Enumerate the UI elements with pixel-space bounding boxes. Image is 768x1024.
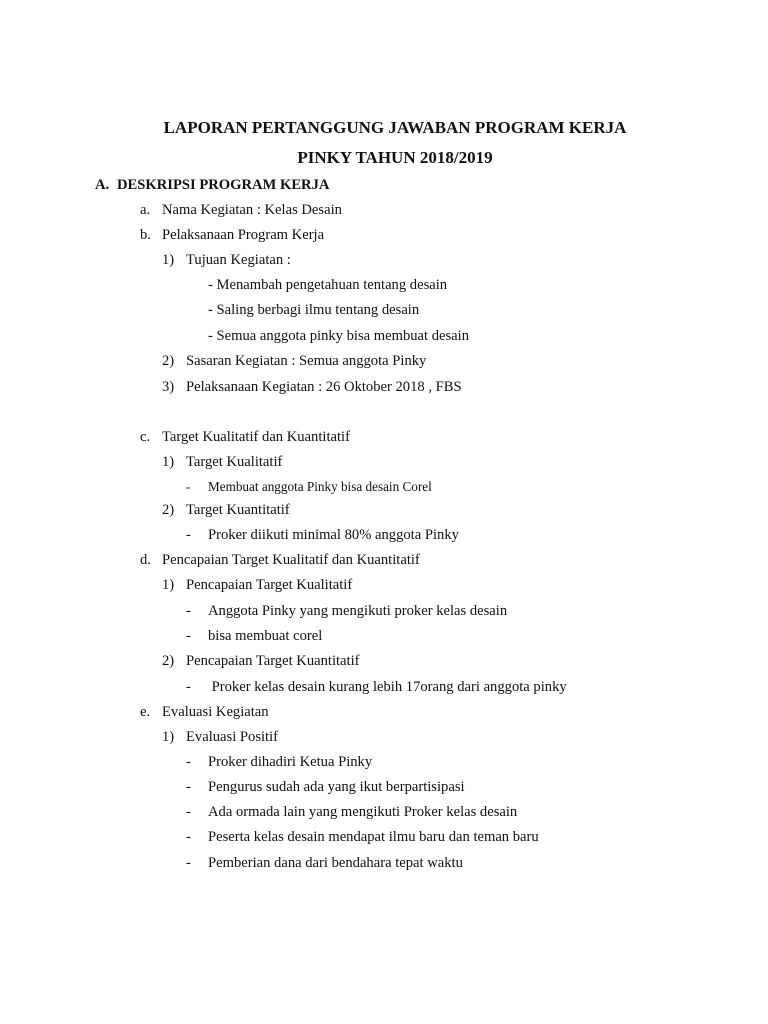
item-b-sub1-marker: 1) [162, 252, 175, 268]
item-c-sub1-text: Target Kualitatif [186, 454, 283, 470]
item-c-text: Target Kualitatif dan Kuantitatif [162, 429, 350, 445]
item-a-marker: a. [140, 202, 151, 218]
bullet-dash: - [186, 779, 191, 795]
item-b-text: Pelaksanaan Program Kerja [162, 227, 325, 243]
item-e-sub1-bullet: Peserta kelas desain mendapat ilmu baru dan teman baru [208, 829, 539, 845]
item-e-sub1-bullet: Pengurus sudah ada yang ikut berpartisipasi [208, 779, 465, 795]
item-d-sub2-text: Pencapaian Target Kuantitatif [186, 653, 360, 669]
item-b-sub2-marker: 2) [162, 353, 175, 369]
bullet-dash: - [186, 628, 191, 644]
item-d-sub2-bullet: Proker kelas desain kurang lebih 17orang dari anggota pinky [208, 679, 567, 695]
item-d-sub2-marker: 2) [162, 653, 175, 669]
item-c-sub2-marker: 2) [162, 502, 175, 518]
item-b-sub1-text: Tujuan Kegiatan : [186, 252, 291, 268]
item-c-sub1-bullet: Membuat anggota Pinky bisa desain Corel [208, 479, 432, 494]
document-title-line-1: LAPORAN PERTANGGUNG JAWABAN PROGRAM KERJA [163, 118, 627, 137]
item-d-sub1-bullet: bisa membuat corel [208, 628, 323, 644]
bullet-dash: - [186, 479, 191, 494]
item-c-marker: c. [140, 429, 151, 445]
item-b-marker: b. [140, 227, 151, 243]
item-d-marker: d. [140, 552, 151, 568]
item-b-sub1-line: - Saling berbagi ilmu tentang desain [208, 302, 420, 318]
item-a-text: Nama Kegiatan : Kelas Desain [162, 202, 342, 218]
item-b-sub1-line: - Semua anggota pinky bisa membuat desain [208, 328, 470, 344]
bullet-dash: - [186, 855, 191, 871]
item-e-sub1-bullet: Ada ormada lain yang mengikuti Proker kelas desain [208, 804, 518, 820]
item-e-marker: e. [140, 704, 151, 720]
item-c-sub2-text: Target Kuantitatif [186, 502, 290, 518]
item-b-sub1-line: - Menambah pengetahuan tentang desain [208, 277, 448, 293]
item-e-sub1-bullet: Pemberian dana dari bendahara tepat waktu [208, 855, 463, 871]
bullet-dash: - [186, 603, 191, 619]
document-title-line-2: PINKY TAHUN 2018/2019 [297, 148, 493, 167]
item-d-text: Pencapaian Target Kualitatif dan Kuantitatif [162, 552, 420, 568]
item-e-sub1-marker: 1) [162, 729, 175, 745]
bullet-dash: - [186, 829, 191, 845]
item-e-sub1-text: Evaluasi Positif [186, 729, 279, 745]
bullet-dash: - [186, 804, 191, 820]
item-d-sub1-bullet: Anggota Pinky yang mengikuti proker kelas desain [208, 603, 508, 619]
bullet-dash: - [186, 754, 191, 770]
section-a-heading: DESKRIPSI PROGRAM KERJA [117, 177, 330, 193]
item-b-sub3-marker: 3) [162, 379, 175, 395]
bullet-dash: - [186, 679, 191, 695]
item-c-sub2-bullet: Proker diikuti minimal 80% anggota Pinky [208, 527, 459, 543]
item-d-sub1-marker: 1) [162, 577, 175, 593]
item-e-sub1-bullet: Proker dihadiri Ketua Pinky [208, 754, 373, 770]
item-d-sub1-text: Pencapaian Target Kualitatif [186, 577, 353, 593]
section-a-marker: A. [95, 177, 110, 193]
item-b-sub2-text: Sasaran Kegiatan : Semua anggota Pinky [186, 353, 427, 369]
item-c-sub1-marker: 1) [162, 454, 175, 470]
item-b-sub3-text: Pelaksanaan Kegiatan : 26 Oktober 2018 , FBS [186, 379, 462, 395]
bullet-dash: - [186, 527, 191, 543]
item-e-text: Evaluasi Kegiatan [162, 704, 269, 720]
